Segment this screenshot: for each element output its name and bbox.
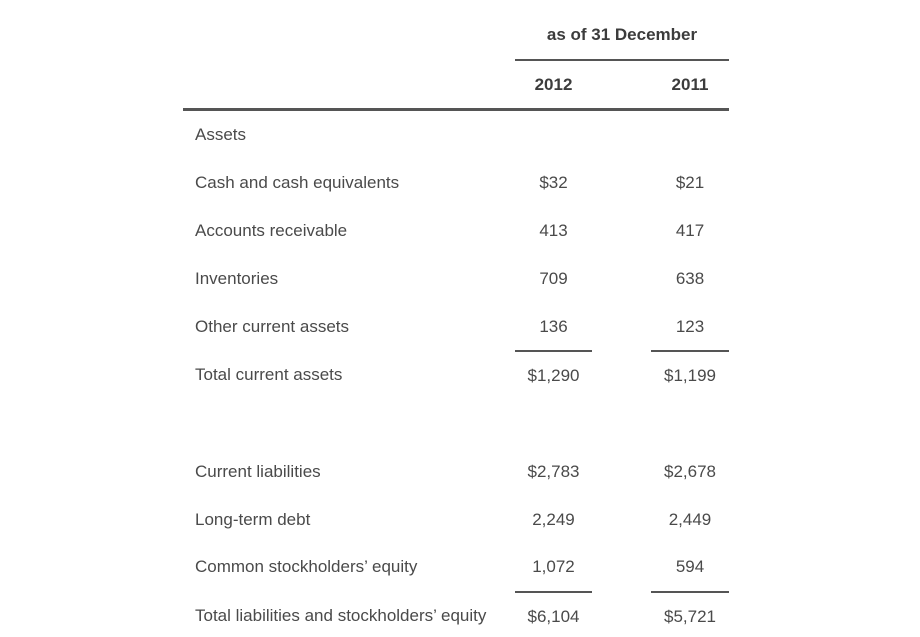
cell-total-liabilities-equity-2012: $6,104 (527, 607, 580, 626)
row-label-other-current-assets: Other current assets (195, 317, 350, 336)
column-header-2012: 2012 (534, 75, 573, 94)
cell-inventories-2011: 638 (675, 269, 705, 288)
row-label-cash: Cash and cash equivalents (195, 173, 400, 192)
subtotal-rule-2012 (515, 350, 592, 352)
period-header-rule (515, 59, 729, 61)
row-label-total-liabilities-equity: Total liabilities and stockholders’ equity (195, 606, 487, 625)
row-label-current-liabilities: Current liabilities (195, 462, 321, 481)
cell-long-term-debt-2012: 2,249 (532, 510, 575, 529)
cell-current-liabilities-2012: $2,783 (527, 462, 580, 481)
cell-cash-2012: $32 (539, 173, 568, 192)
cell-current-liabilities-2011: $2,678 (664, 462, 716, 481)
subtotal-rule-2011 (651, 350, 729, 352)
row-label-assets: Assets (195, 125, 247, 144)
cell-receivables-2012: 413 (539, 221, 568, 240)
cell-common-equity-2012: 1,072 (532, 557, 575, 576)
row-label-receivables: Accounts receivable (195, 221, 348, 240)
cell-inventories-2012: 709 (539, 269, 568, 288)
cell-receivables-2011: 417 (675, 221, 705, 240)
cell-total-current-assets-2011: $1,199 (664, 366, 716, 385)
cell-total-liabilities-equity-2011: $5,721 (664, 607, 716, 626)
cell-long-term-debt-2011: 2,449 (668, 510, 712, 529)
header-rule (183, 108, 729, 111)
total-rule-2012 (515, 591, 592, 593)
total-rule-2011 (651, 591, 729, 593)
cell-other-current-assets-2012: 136 (539, 317, 568, 336)
cell-total-current-assets-2012: $1,290 (527, 366, 580, 385)
cell-other-current-assets-2011: 123 (675, 317, 705, 336)
cell-common-equity-2011: 594 (675, 557, 705, 576)
row-label-long-term-debt: Long-term debt (195, 510, 311, 529)
row-label-common-equity: Common stockholders’ equity (195, 557, 418, 576)
row-label-total-current-assets: Total current assets (195, 365, 343, 384)
row-label-inventories: Inventories (195, 269, 279, 288)
column-header-2011: 2011 (671, 75, 709, 94)
period-header: as of 31 December (546, 25, 698, 44)
cell-cash-2011: $21 (675, 173, 705, 192)
